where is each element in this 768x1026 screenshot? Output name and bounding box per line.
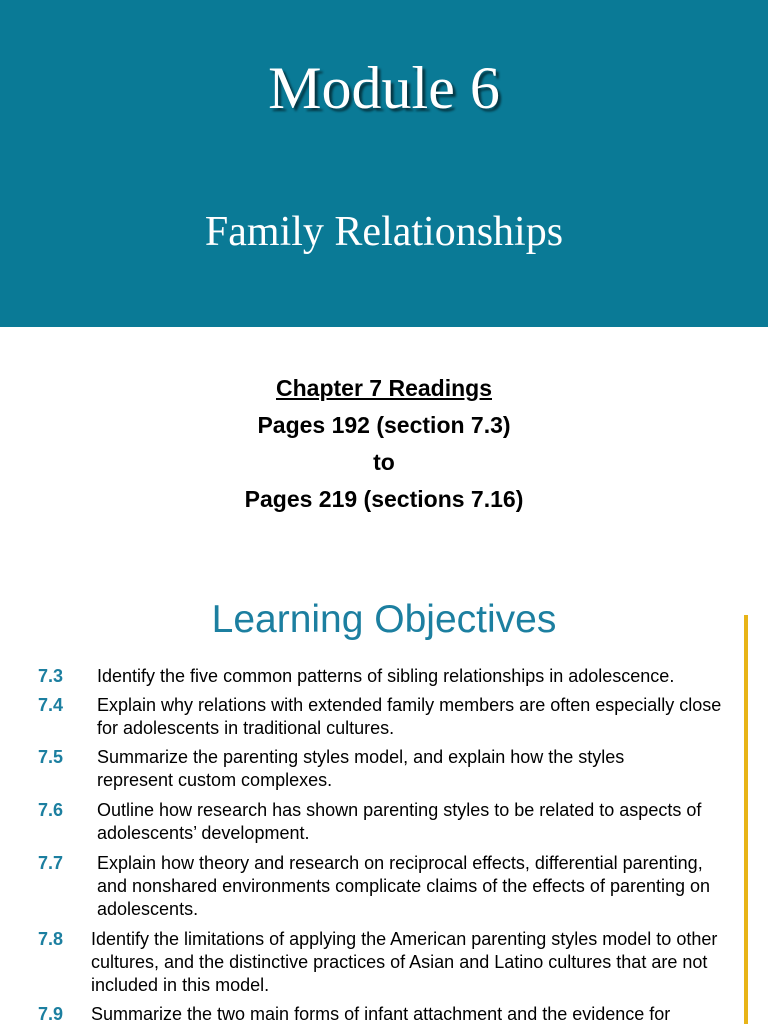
objective-text: Identify the limitations of applying the American parenting styles model to other cultures, and the distinctive practices of Asian and Latino cultures that are not included in this model.: [91, 929, 718, 995]
objective-text: Explain why relations with extended family members are often especially close for adolescents in traditional cultures.: [97, 695, 722, 738]
side-accent-bar: [744, 615, 748, 1024]
objective-number: 7.3: [38, 666, 64, 686]
objective-number: 7.5: [38, 747, 64, 767]
page-subtitle: Family Relationships: [204, 209, 564, 255]
readings-line-3: Pages 219 (sections 7.16): [244, 486, 524, 512]
objective-number: 7.8: [38, 929, 64, 949]
page-title: Module 6: [268, 55, 500, 121]
objective-text: Summarize the parenting styles model, and explain how the styles represent custom complexes.: [97, 747, 625, 790]
objective-text: Identify the five common patterns of sibling relationships in adolescence.: [97, 666, 675, 686]
objective-number: 7.7: [38, 853, 64, 873]
objective-text: Summarize the two main forms of infant attachment and the evidence for: [91, 1004, 671, 1024]
learning-objectives-heading: Learning Objectives: [211, 598, 557, 641]
objective-text: Outline how research has shown parenting styles to be related to aspects of adolescents’ development.: [97, 800, 702, 843]
readings-line-1: Pages 192 (section 7.3): [257, 412, 511, 438]
readings-line-2: to: [373, 449, 395, 475]
objective-number: 7.4: [38, 695, 64, 715]
objective-number: 7.6: [38, 800, 64, 820]
header-banner: [0, 0, 768, 327]
objective-number: 7.9: [38, 1004, 64, 1024]
objective-text: Explain how theory and research on reciprocal effects, differential parenting, and nonshared environments complicate claims of the effects of parenting on adolescents.: [97, 853, 711, 919]
readings-heading: Chapter 7 Readings: [276, 375, 492, 401]
readings-block: [0, 370, 768, 518]
